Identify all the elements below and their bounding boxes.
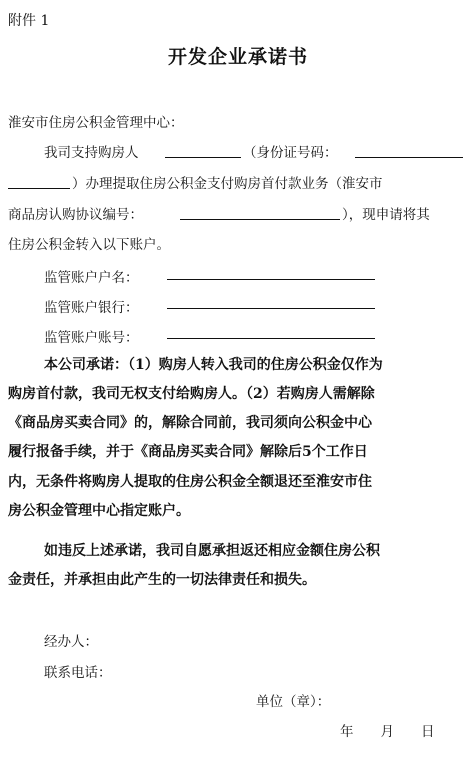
account-name-blank[interactable] xyxy=(167,279,375,280)
date-label: 年 月 日 xyxy=(340,724,435,740)
account-bank-label: 监管账户银行： xyxy=(44,300,139,316)
commitment-line3: 《商品房买卖合同》的，解除合同前，我司须向公积金中心 xyxy=(8,415,372,431)
commitment-line6: 房公积金管理中心指定账户。 xyxy=(8,503,190,519)
commitment-line4: 履行报备手续，并于《商品房买卖合同》解除后5个工作日 xyxy=(8,444,368,460)
handler-label: 经办人： xyxy=(44,634,98,650)
para1-line1-start: 我司支持购房人 xyxy=(44,145,139,161)
account-number-blank[interactable] xyxy=(167,338,375,339)
addressee: 淮安市住房公积金管理中心： xyxy=(8,115,184,131)
para1-line3-start: 商品房认购协议编号： xyxy=(8,207,143,223)
phone-label: 联系电话： xyxy=(44,665,112,681)
agreement-number-blank[interactable] xyxy=(180,219,340,220)
account-name-label: 监管账户户名： xyxy=(44,270,139,286)
para1-line1-id: （身份证号码： xyxy=(243,145,338,161)
commitment-line2: 购房首付款，我司无权支付给购房人。（2）若购房人需解除 xyxy=(8,386,375,402)
breach-line2: 金责任，并承担由此产生的一切法律责任和损失。 xyxy=(8,572,316,588)
commitment-line1: 本公司承诺：（1）购房人转入我司的住房公积金仅作为 xyxy=(44,357,383,373)
commitment-line5: 内，无条件将购房人提取的住房公积金全额退还至淮安市住 xyxy=(8,474,372,490)
annex-label: 附件 1 xyxy=(8,13,50,29)
buyer-id-blank-part1[interactable] xyxy=(355,157,463,158)
breach-line1: 如违反上述承诺，我司自愿承担返还相应金额住房公积 xyxy=(44,543,380,559)
account-number-label: 监管账户账号： xyxy=(44,330,139,346)
para1-line4: 住房公积金转入以下账户。 xyxy=(8,237,170,253)
para1-line2: ）办理提取住房公积金支付购房首付款业务（淮安市 xyxy=(72,176,383,192)
buyer-name-blank[interactable] xyxy=(165,157,241,158)
buyer-id-blank-part2[interactable] xyxy=(8,188,70,189)
account-bank-blank[interactable] xyxy=(167,308,375,309)
para1-line3-end: ），现申请将其 xyxy=(342,207,430,223)
document-title: 开发企业承诺书 xyxy=(167,46,308,68)
unit-seal-label: 单位（章）： xyxy=(256,694,331,710)
